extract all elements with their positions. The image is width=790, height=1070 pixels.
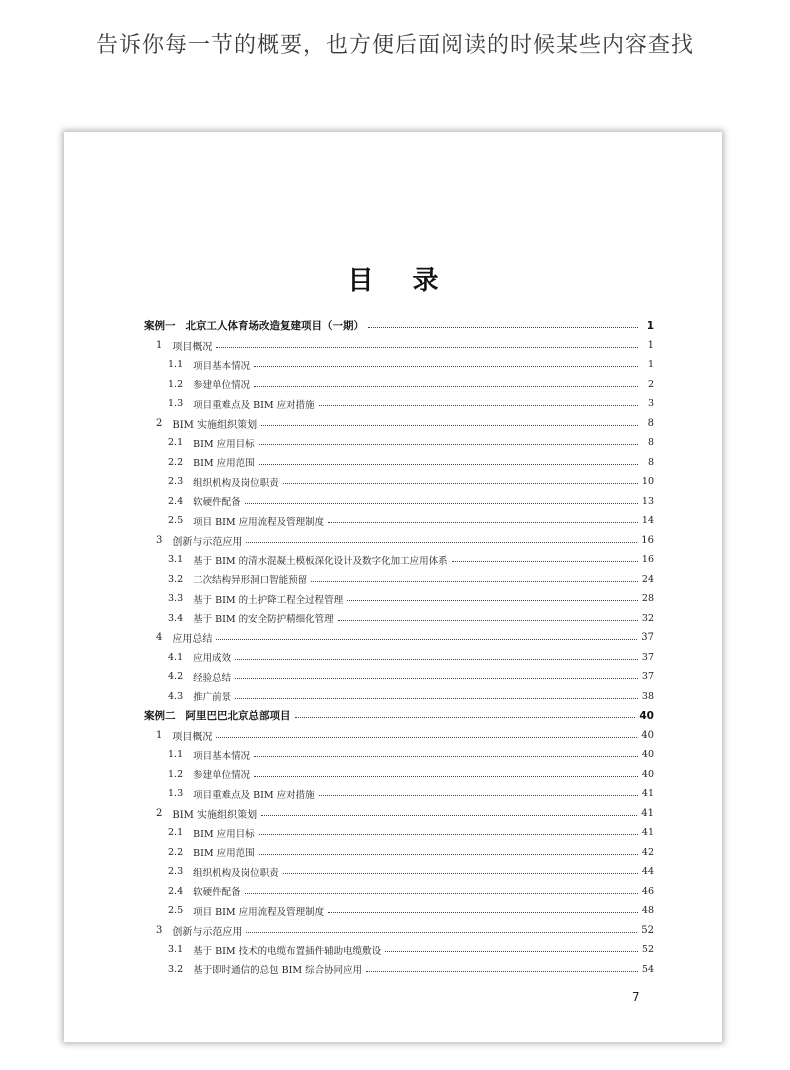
- toc-entry-page: 8: [647, 437, 654, 449]
- toc-dot-leader: [246, 542, 637, 543]
- toc-entry-number: 2.3: [168, 476, 184, 488]
- toc-dot-leader: [254, 756, 638, 757]
- toc-dot-leader: [311, 581, 638, 582]
- toc-dot-leader: [283, 873, 638, 874]
- toc-entry-label: 软硬件配备: [193, 497, 241, 509]
- toc-entry-label: 项目基本情况: [193, 360, 251, 372]
- toc-entry-number: 1.2: [168, 378, 184, 390]
- toc-entry[interactable]: [144, 726, 654, 746]
- caption-text: 告诉你每一节的概要，也方便后面阅读的时候某些内容查找: [95, 33, 694, 58]
- toc-title: 目 录: [347, 266, 439, 296]
- toc-entry-label: BIM 应用目标: [193, 828, 255, 840]
- toc-dot-leader: [245, 503, 638, 504]
- toc-entry-page: 40: [639, 709, 654, 722]
- toc-entry-page: 41: [641, 807, 654, 819]
- toc-entry[interactable]: [144, 784, 654, 804]
- toc-entry[interactable]: [144, 882, 654, 902]
- toc-entry-label: 基于 BIM 的安全防护精细化管理: [193, 614, 334, 626]
- toc-entry-label: 基于 BIM 的清水混凝土模板深化设计及数字化加工应用体系: [193, 555, 448, 567]
- toc-entry-label: BIM 实施组织策划: [172, 419, 258, 431]
- toc-entry-number: 2.4: [168, 885, 184, 897]
- toc-entry-number: 3.4: [168, 612, 184, 624]
- toc-entry-number: 2: [156, 417, 163, 429]
- toc-entry[interactable]: [144, 609, 654, 629]
- toc-entry-label: BIM 应用目标: [193, 438, 255, 450]
- toc-entry[interactable]: [144, 492, 654, 512]
- toc-entry-label: 基于即时通信的总包 BIM 综合协同应用: [193, 965, 363, 977]
- toc-entry[interactable]: [144, 472, 654, 492]
- toc-entry-page: 44: [641, 866, 654, 878]
- toc-entry-label: 北京工人体育场改造复建项目（一期）: [185, 320, 364, 333]
- toc-entry-page: 37: [641, 671, 654, 683]
- toc-dot-leader: [452, 561, 638, 562]
- toc-dot-leader: [216, 639, 637, 640]
- toc-dot-leader: [246, 932, 637, 933]
- toc-entry-number: 1.2: [168, 768, 184, 780]
- toc-entry-label: 应用成效: [193, 653, 232, 665]
- toc-entry-label: 推广前景: [193, 692, 232, 704]
- toc-dot-leader: [261, 815, 637, 816]
- toc-entry[interactable]: [144, 940, 654, 960]
- toc-entry-page: 37: [641, 632, 654, 644]
- toc-entry[interactable]: [144, 511, 654, 531]
- toc-entry-label: 创新与示范应用: [172, 536, 243, 548]
- toc-entry-number: 4: [156, 632, 163, 644]
- toc-entry-label: 基于 BIM 的土护降工程全过程管理: [193, 594, 344, 606]
- toc-entry-number: 3: [156, 924, 163, 936]
- toc-dot-leader: [283, 483, 638, 484]
- toc-entry[interactable]: [144, 414, 654, 434]
- toc-entry-number: 2.4: [168, 495, 184, 507]
- toc-entry-page: 32: [641, 612, 654, 624]
- toc-entry-page: 1: [646, 319, 654, 332]
- toc-dot-leader: [254, 366, 638, 367]
- toc-entry-label: BIM 应用范围: [193, 848, 255, 860]
- toc-dot-leader: [259, 854, 638, 855]
- toc-entry[interactable]: [144, 589, 654, 609]
- toc-entry-page: 37: [641, 651, 654, 663]
- toc-dot-leader: [235, 678, 638, 679]
- toc-dot-leader: [259, 464, 638, 465]
- toc-case-entry[interactable]: [144, 706, 654, 726]
- toc-list: [144, 316, 654, 979]
- toc-entry-page: 46: [641, 885, 654, 897]
- toc-entry[interactable]: [144, 765, 654, 785]
- toc-entry-number: 1.3: [168, 398, 184, 410]
- toc-entry-label: 项目概况: [172, 341, 213, 353]
- toc-dot-leader: [368, 327, 638, 328]
- toc-entry-label: 项目 BIM 应用流程及管理制度: [193, 516, 325, 528]
- toc-entry-page: 38: [641, 690, 654, 702]
- toc-entry[interactable]: [144, 394, 654, 414]
- toc-entry-number: 3.2: [168, 573, 184, 585]
- toc-entry-page: 16: [641, 534, 654, 546]
- toc-entry-page: 1: [647, 339, 654, 351]
- toc-entry-page: 54: [641, 963, 654, 975]
- toc-entry-page: 42: [641, 846, 654, 858]
- toc-entry[interactable]: [144, 804, 654, 824]
- toc-entry[interactable]: [144, 433, 654, 453]
- toc-entry[interactable]: [144, 453, 654, 473]
- toc-entry-page: 52: [641, 944, 654, 956]
- toc-dot-leader: [235, 698, 638, 699]
- toc-entry[interactable]: [144, 667, 654, 687]
- toc-entry[interactable]: [144, 648, 654, 668]
- toc-entry-page: 52: [641, 924, 654, 936]
- toc-entry-label: 组织机构及岗位职责: [193, 477, 279, 489]
- toc-dot-leader: [319, 795, 638, 796]
- toc-dot-leader: [259, 444, 638, 445]
- toc-entry[interactable]: [144, 531, 654, 551]
- toc-entry-number: 1.3: [168, 788, 184, 800]
- toc-entry-label: BIM 实施组织策划: [172, 809, 258, 821]
- toc-entry-number: 2.1: [168, 827, 184, 839]
- toc-entry-page: 1: [647, 359, 654, 371]
- toc-entry[interactable]: [144, 862, 654, 882]
- toc-entry-number: 4.1: [168, 651, 184, 663]
- toc-entry-number: 4.2: [168, 671, 184, 683]
- toc-entry-number: 2.2: [168, 456, 184, 468]
- toc-dot-leader: [254, 386, 638, 387]
- toc-dot-leader: [254, 776, 638, 777]
- toc-entry-number: 1: [156, 729, 163, 741]
- toc-entry-label: 应用总结: [172, 634, 213, 646]
- toc-dot-leader: [338, 620, 638, 621]
- toc-entry[interactable]: [144, 901, 654, 921]
- toc-entry-label: 项目 BIM 应用流程及管理制度: [193, 906, 325, 918]
- toc-dot-leader: [216, 737, 637, 738]
- toc-entry[interactable]: [144, 570, 654, 590]
- toc-entry-label: 参建单位情况: [193, 380, 251, 392]
- toc-entry[interactable]: [144, 336, 654, 356]
- toc-entry-label: 参建单位情况: [193, 770, 251, 782]
- toc-dot-leader: [216, 347, 638, 348]
- toc-entry[interactable]: [144, 550, 654, 570]
- toc-dot-leader: [235, 659, 638, 660]
- toc-dot-leader: [295, 717, 636, 718]
- toc-entry-page: 8: [647, 456, 654, 468]
- toc-entry-number: 3: [156, 534, 163, 546]
- toc-dot-leader: [328, 522, 638, 523]
- toc-entry-page: 40: [641, 729, 654, 741]
- toc-entry-label: 组织机构及岗位职责: [193, 867, 279, 879]
- toc-entry-page: 10: [641, 476, 654, 488]
- toc-entry-page: 2: [647, 378, 654, 390]
- toc-dot-leader: [259, 834, 638, 835]
- toc-entry-number: 4.3: [168, 690, 184, 702]
- toc-entry-number: 案例二: [144, 710, 176, 723]
- toc-dot-leader: [261, 425, 638, 426]
- toc-entry-number: 3.2: [168, 963, 184, 975]
- toc-entry-page: 40: [641, 749, 654, 761]
- toc-entry-page: 13: [641, 495, 654, 507]
- toc-entry-page: 40: [641, 768, 654, 780]
- toc-entry-page: 28: [641, 593, 654, 605]
- toc-entry[interactable]: [144, 960, 654, 980]
- toc-entry-label: 项目概况: [172, 731, 213, 743]
- document-page: [64, 132, 722, 1042]
- toc-dot-leader: [245, 893, 638, 894]
- toc-entry-page: 24: [641, 573, 654, 585]
- toc-entry-number: 1: [156, 339, 163, 351]
- toc-entry[interactable]: [144, 687, 654, 707]
- toc-entry[interactable]: [144, 375, 654, 395]
- toc-entry-number: 2.5: [168, 515, 184, 527]
- toc-entry[interactable]: [144, 823, 654, 843]
- toc-entry-number: 案例一: [144, 320, 176, 333]
- toc-entry-label: 项目重难点及 BIM 应对措施: [193, 789, 315, 801]
- toc-entry-label: 软硬件配备: [193, 887, 241, 899]
- toc-entry-number: 2.5: [168, 905, 184, 917]
- toc-entry-page: 16: [641, 554, 654, 566]
- toc-entry-label: 项目基本情况: [193, 750, 251, 762]
- toc-entry-label: 基于 BIM 技术的电缆布置插件辅助电缆敷设: [193, 945, 382, 957]
- toc-entry-number: 3.3: [168, 593, 184, 605]
- toc-entry-label: 阿里巴巴北京总部项目: [185, 710, 291, 723]
- toc-entry-label: BIM 应用范围: [193, 458, 255, 470]
- page-number: 7: [632, 990, 640, 1004]
- toc-entry-number: 1.1: [168, 359, 184, 371]
- toc-entry-number: 2.2: [168, 846, 184, 858]
- toc-entry-page: 14: [641, 515, 654, 527]
- toc-entry-label: 二次结构异形洞口智能预留: [193, 575, 308, 587]
- toc-entry-number: 2.1: [168, 437, 184, 449]
- toc-entry-page: 41: [641, 827, 654, 839]
- toc-entry-number: 2: [156, 807, 163, 819]
- toc-entry-number: 3.1: [168, 554, 184, 566]
- toc-entry-page: 48: [641, 905, 654, 917]
- toc-dot-leader: [385, 951, 638, 952]
- toc-entry[interactable]: [144, 843, 654, 863]
- toc-entry-page: 41: [641, 788, 654, 800]
- toc-entry-number: 2.3: [168, 866, 184, 878]
- toc-entry[interactable]: [144, 355, 654, 375]
- toc-entry-page: 8: [647, 417, 654, 429]
- toc-entry[interactable]: [144, 745, 654, 765]
- toc-entry-page: 3: [647, 398, 654, 410]
- toc-entry-label: 经验总结: [193, 672, 232, 684]
- toc-entry-label: 项目重难点及 BIM 应对措施: [193, 399, 315, 411]
- toc-dot-leader: [347, 600, 638, 601]
- toc-dot-leader: [366, 971, 638, 972]
- toc-dot-leader: [328, 912, 638, 913]
- toc-entry-number: 1.1: [168, 749, 184, 761]
- toc-entry-label: 创新与示范应用: [172, 926, 243, 938]
- toc-dot-leader: [319, 405, 638, 406]
- toc-entry[interactable]: [144, 628, 654, 648]
- toc-entry[interactable]: [144, 921, 654, 941]
- toc-case-entry[interactable]: [144, 316, 654, 336]
- toc-entry-number: 3.1: [168, 944, 184, 956]
